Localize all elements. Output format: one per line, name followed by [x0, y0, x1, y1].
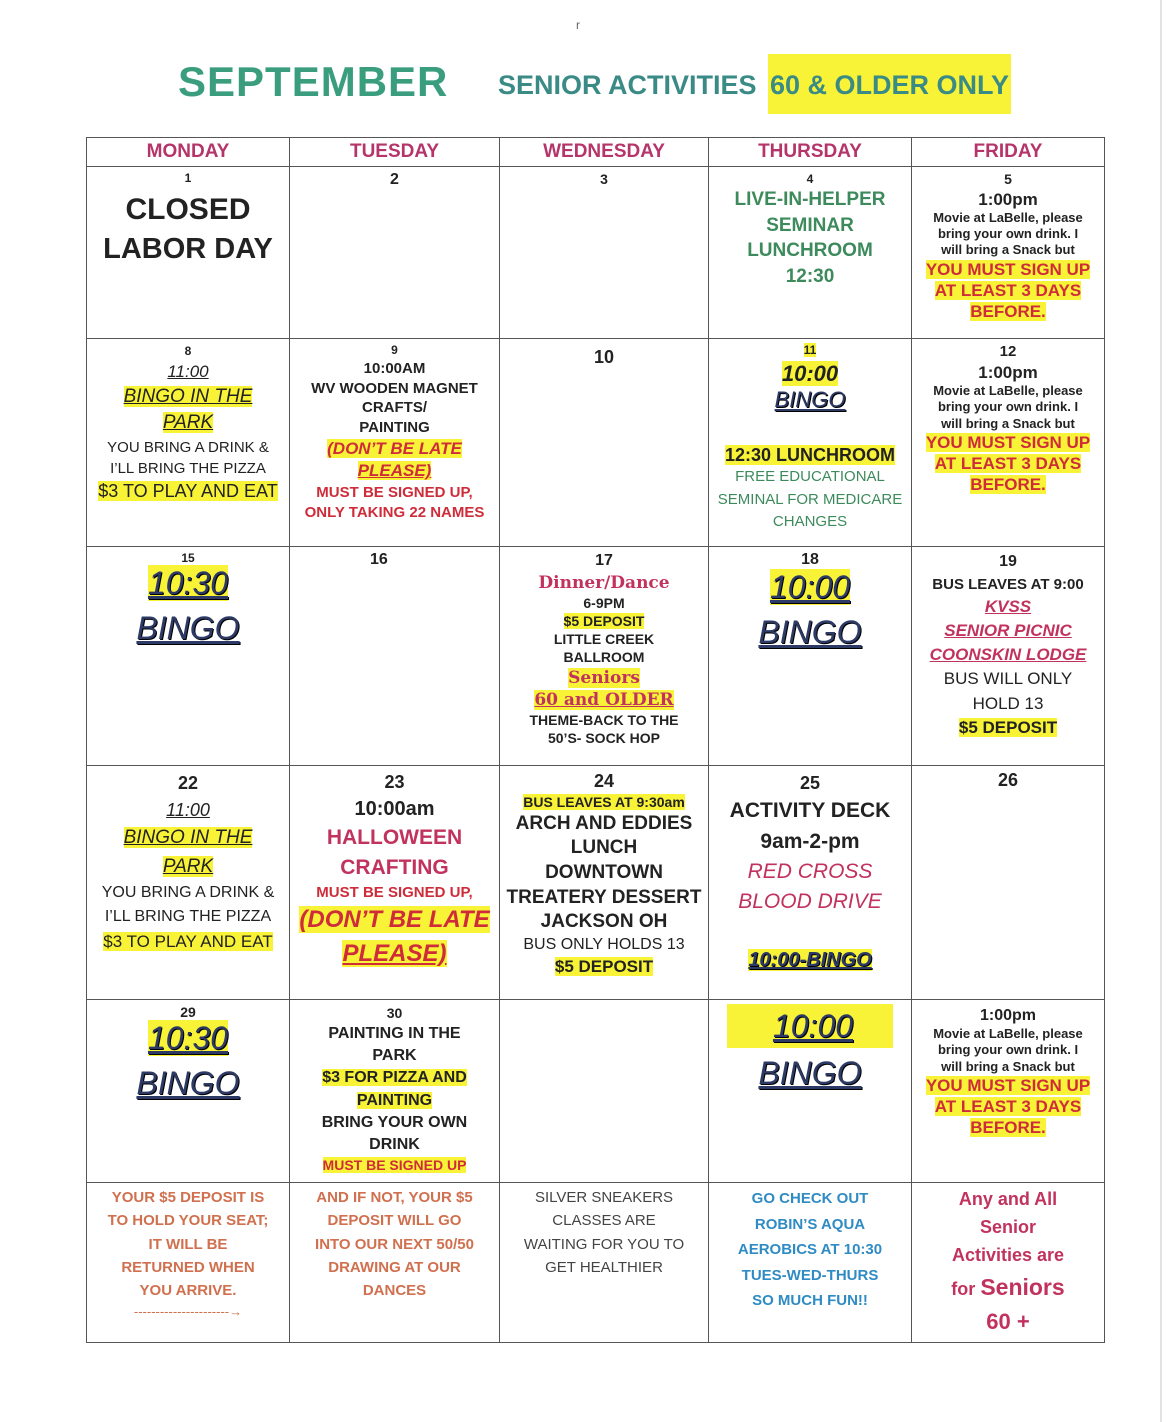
note-text: TO HOLD YOUR SEAT; — [107, 1212, 269, 1230]
event-price: $3 TO PLAY AND EAT — [98, 480, 278, 501]
day-cell — [912, 547, 1105, 766]
day-cell — [500, 1000, 709, 1183]
event-text: 50’S- SOCK HOP — [547, 730, 661, 747]
note-text: TUES-WED-THURS — [741, 1266, 879, 1284]
note-cell — [709, 1183, 912, 1343]
event-title: ARCH AND EDDIES — [515, 812, 693, 834]
day-cell — [912, 339, 1105, 547]
note-text: CLASSES ARE — [552, 1212, 656, 1230]
event-text: MUST BE SIGNED UP, — [316, 883, 473, 901]
event-title: PARK — [162, 855, 214, 877]
day-cell — [87, 167, 290, 339]
event-text: will bring a Snack but — [941, 415, 1075, 431]
event-text: bring your own drink. I — [937, 399, 1079, 415]
event-time: 1:00pm — [978, 189, 1038, 209]
event-text: bring your own drink. I — [937, 226, 1079, 241]
event-text: YOU BRING A DRINK & — [101, 884, 275, 901]
event-text: CRAFTS/ — [362, 399, 427, 417]
event-price: $5 DEPOSIT — [554, 956, 654, 976]
event-text: SEMINAL FOR MEDICARE — [717, 490, 903, 508]
day-cell — [87, 766, 290, 1000]
event-title: 10:00-BINGO — [748, 948, 872, 971]
note-text: Any and All — [958, 1189, 1058, 1209]
weekday-header-row — [87, 138, 1105, 167]
note-text: AEROBICS AT 10:30 — [737, 1241, 883, 1258]
note-text: Senior — [979, 1216, 1036, 1237]
event-price: $3 TO PLAY AND EAT — [103, 932, 273, 951]
note-text: Activities are — [951, 1244, 1065, 1265]
event-text: 12:30 LUNCHROOM — [724, 445, 896, 465]
event-title: KVSS — [984, 597, 1032, 617]
event-title: PARK — [162, 412, 214, 434]
event-text: Movie at LaBelle, please — [933, 383, 1083, 398]
day-cell — [500, 339, 709, 547]
weekday-wednesday: WEDNESDAY — [500, 138, 709, 167]
event-time: 10:00am — [354, 798, 435, 821]
event-title: BINGO IN THE — [123, 827, 253, 848]
day-cell — [500, 766, 709, 1000]
note-text: SO MUCH FUN!! — [752, 1292, 868, 1309]
event-text: MUST BE SIGNED UP, — [316, 483, 473, 501]
event-text: will bring a Snack but — [941, 1058, 1075, 1074]
event-title: BINGO IN THE — [123, 385, 253, 407]
event-time: 10:00 — [781, 361, 839, 386]
event-text: LIVE-IN-HELPER — [734, 189, 886, 211]
note-text: DRAWING AT OUR — [328, 1258, 461, 1276]
day-number: 22 — [177, 773, 199, 793]
event-warning: (DON’T BE LATE — [327, 439, 462, 459]
note-text: AND IF NOT, YOUR $5 — [316, 1189, 473, 1206]
event-title: BINGO — [758, 614, 862, 650]
event-text: will bring a Snack but — [941, 242, 1075, 258]
week-row — [87, 766, 1105, 1000]
day-cell — [500, 167, 709, 339]
event-time: 11:00 — [166, 800, 210, 820]
note-text: for — [951, 1278, 976, 1299]
note-text: IT WILL BE — [148, 1235, 228, 1253]
note-text: WAITING FOR YOU TO — [523, 1235, 685, 1253]
day-number: 23 — [384, 772, 405, 792]
event-text: LABOR DAY — [103, 233, 273, 265]
day-number: 10 — [593, 347, 615, 367]
event-title: Dinner/Dance — [538, 572, 670, 593]
note-text: GO CHECK OUT — [751, 1190, 869, 1207]
page-mark: r — [576, 18, 580, 32]
signup-warning: YOU MUST SIGN UP — [925, 1075, 1091, 1095]
day-number: 15 — [181, 551, 195, 565]
note-text: RETURNED WHEN — [121, 1258, 255, 1276]
event-title: ACTIVITY DECK — [729, 799, 891, 823]
event-text: THEME-BACK TO THE — [529, 711, 679, 728]
note-text: INTO OUR NEXT 50/50 — [315, 1235, 474, 1253]
signup-warning: BEFORE. — [970, 475, 1046, 495]
note-cell — [500, 1183, 709, 1343]
event-time: 6-9PM — [583, 594, 625, 611]
event-time: 10:30 — [147, 1020, 229, 1056]
event-warning: Seniors — [568, 667, 640, 688]
weekday-thursday: THURSDAY — [709, 138, 912, 167]
signup-warning: AT LEAST 3 DAYS — [934, 454, 1082, 473]
event-title: BINGO — [774, 387, 846, 412]
day-cell — [709, 547, 912, 766]
signup-warning: AT LEAST 3 DAYS — [934, 1097, 1082, 1116]
event-text: FREE EDUCATIONAL — [735, 468, 885, 485]
weekday-monday: MONDAY — [87, 138, 290, 167]
event-time: 9am-2-pm — [760, 829, 860, 853]
day-cell — [709, 1000, 912, 1183]
event-title: BINGO — [136, 1065, 240, 1101]
event-text: BUS LEAVES AT 9:30am — [523, 794, 685, 811]
day-cell — [290, 167, 500, 339]
event-time: 10:00 — [769, 569, 851, 605]
week-row — [87, 1000, 1105, 1183]
event-time: 10:30 — [147, 565, 229, 601]
event-time: 11:00 — [167, 361, 209, 381]
day-number: 5 — [1004, 171, 1012, 187]
event-text: Movie at LaBelle, please — [933, 1026, 1083, 1041]
calendar-grid — [86, 137, 1105, 1343]
event-title: BINGO — [136, 610, 240, 646]
event-text: YOU BRING A DRINK & — [107, 438, 269, 456]
day-cell — [290, 1000, 500, 1183]
signup-warning: BEFORE. — [970, 1118, 1046, 1138]
event-title: HALLOWEEN — [326, 826, 463, 850]
week-row — [87, 167, 1105, 339]
note-text: DANCES — [362, 1282, 427, 1299]
event-text: LUNCHROOM — [747, 240, 873, 262]
event-time: 10:00 — [727, 1004, 893, 1048]
day-number: 2 — [390, 171, 399, 188]
event-title: COONSKIN LODGE — [929, 645, 1087, 665]
note-text: Seniors — [980, 1273, 1065, 1300]
event-text: CLOSED — [125, 193, 251, 226]
event-warning: MUST BE SIGNED UP — [322, 1156, 467, 1173]
event-text: ONLY TAKING 22 NAMES — [304, 503, 485, 521]
event-time: 1:00pm — [979, 1007, 1037, 1024]
event-text: BRING YOUR OWN — [321, 1113, 468, 1131]
event-text: I’LL BRING THE PIZZA — [104, 908, 272, 925]
event-text: BALLROOM — [563, 649, 645, 666]
weekday-tuesday: TUESDAY — [290, 138, 500, 167]
event-text: RED CROSS — [747, 859, 873, 883]
day-number: 29 — [180, 1004, 196, 1020]
day-number: 1 — [184, 171, 192, 185]
event-title: BINGO — [758, 1055, 862, 1091]
event-price: $3 FOR PIZZA AND — [322, 1069, 467, 1087]
event-warning: PLEASE) — [357, 461, 432, 481]
event-text: HOLD 13 — [972, 693, 1044, 713]
day-cell — [709, 339, 912, 547]
day-number: 26 — [997, 770, 1019, 790]
note-cell — [87, 1183, 290, 1343]
event-title: SENIOR PICNIC — [944, 621, 1072, 641]
event-text: Movie at LaBelle, please — [933, 209, 1083, 225]
day-number: 9 — [391, 343, 398, 357]
day-number: 8 — [184, 344, 192, 358]
event-text: CHANGES — [772, 513, 848, 530]
event-text: JACKSON OH — [540, 911, 668, 933]
event-text: TREATERY DESSERT — [506, 886, 702, 908]
day-cell — [709, 167, 912, 339]
event-text: BLOOD DRIVE — [738, 890, 882, 914]
week-row — [87, 339, 1105, 547]
signup-warning: YOU MUST SIGN UP — [925, 432, 1091, 452]
signup-warning: BEFORE. — [970, 302, 1046, 321]
event-title: CRAFTING — [340, 855, 449, 879]
event-price: $5 DEPOSIT — [958, 717, 1058, 737]
event-title: PAINTING IN THE — [328, 1025, 461, 1043]
event-text: 12:30 — [785, 266, 835, 288]
event-warning: PLEASE) — [342, 939, 447, 967]
event-text: SEMINAR — [766, 214, 854, 236]
day-cell — [87, 339, 290, 547]
arrow-icon: ----------------------→ — [133, 1304, 243, 1320]
event-text: BUS ONLY HOLDS 13 — [523, 936, 685, 954]
subtitle-highlight: 60 & OLDER ONLY — [770, 70, 1010, 100]
event-time: 10:00AM — [363, 359, 426, 377]
day-number: 12 — [999, 343, 1017, 360]
note-cell — [290, 1183, 500, 1343]
day-number: 16 — [370, 551, 388, 568]
note-text: ROBIN’S AQUA — [754, 1215, 866, 1233]
note-text: YOUR $5 DEPOSIT IS — [111, 1189, 265, 1206]
event-price: PAINTING — [356, 1091, 433, 1109]
day-cell — [87, 547, 290, 766]
event-text: LITTLE CREEK — [553, 631, 655, 648]
day-number: 17 — [595, 552, 613, 569]
day-number: 25 — [799, 773, 821, 793]
week-row — [87, 547, 1105, 766]
day-cell — [290, 766, 500, 1000]
event-text: WV WOODEN MAGNET — [311, 379, 478, 397]
day-number: 3 — [600, 171, 608, 187]
event-text: LUNCH — [570, 837, 638, 859]
signup-warning: YOU MUST SIGN UP — [925, 259, 1091, 279]
day-cell — [709, 766, 912, 1000]
event-warning: 60 and OLDER — [534, 689, 674, 710]
day-cell — [500, 547, 709, 766]
event-price: $5 DEPOSIT — [563, 613, 645, 630]
event-text: PAINTING — [359, 419, 430, 437]
day-number: 4 — [806, 172, 814, 186]
event-text: DOWNTOWN — [545, 861, 663, 883]
day-number: 24 — [593, 771, 615, 791]
day-cell — [912, 1000, 1105, 1183]
note-cell — [912, 1183, 1105, 1343]
day-cell — [87, 1000, 290, 1183]
signup-warning: AT LEAST 3 DAYS — [934, 280, 1082, 300]
page-subtitle: SENIOR ACTIVITIES — [498, 70, 757, 100]
event-title: PARK — [372, 1047, 417, 1065]
event-text: bring your own drink. I — [937, 1042, 1079, 1058]
event-time: 1:00pm — [978, 362, 1038, 382]
event-text: BUS LEAVES AT 9:00 — [932, 575, 1084, 593]
note-text: 60 + — [986, 1309, 1030, 1335]
event-warning: (DON’T BE LATE — [299, 905, 490, 933]
page-title: SEPTEMBER — [178, 58, 449, 105]
note-text: YOU ARRIVE. — [139, 1282, 237, 1299]
event-text: DRINK — [369, 1135, 420, 1153]
day-cell — [290, 547, 500, 766]
note-text: DEPOSIT WILL GO — [327, 1212, 462, 1230]
day-number: 18 — [801, 551, 819, 568]
event-text: I’LL BRING THE PIZZA — [110, 459, 266, 477]
weekday-friday: FRIDAY — [912, 138, 1105, 167]
event-text: BUS WILL ONLY — [943, 669, 1073, 689]
notes-row — [87, 1183, 1105, 1343]
day-cell — [290, 339, 500, 547]
day-number: 11 — [803, 343, 817, 357]
note-text: SILVER SNEAKERS — [534, 1189, 674, 1206]
day-number: 30 — [386, 1005, 403, 1021]
page-edge — [1160, 0, 1162, 1422]
note-text: GET HEALTHIER — [545, 1258, 663, 1276]
day-cell — [912, 766, 1105, 1000]
day-number: 19 — [999, 553, 1017, 570]
day-cell — [912, 167, 1105, 339]
